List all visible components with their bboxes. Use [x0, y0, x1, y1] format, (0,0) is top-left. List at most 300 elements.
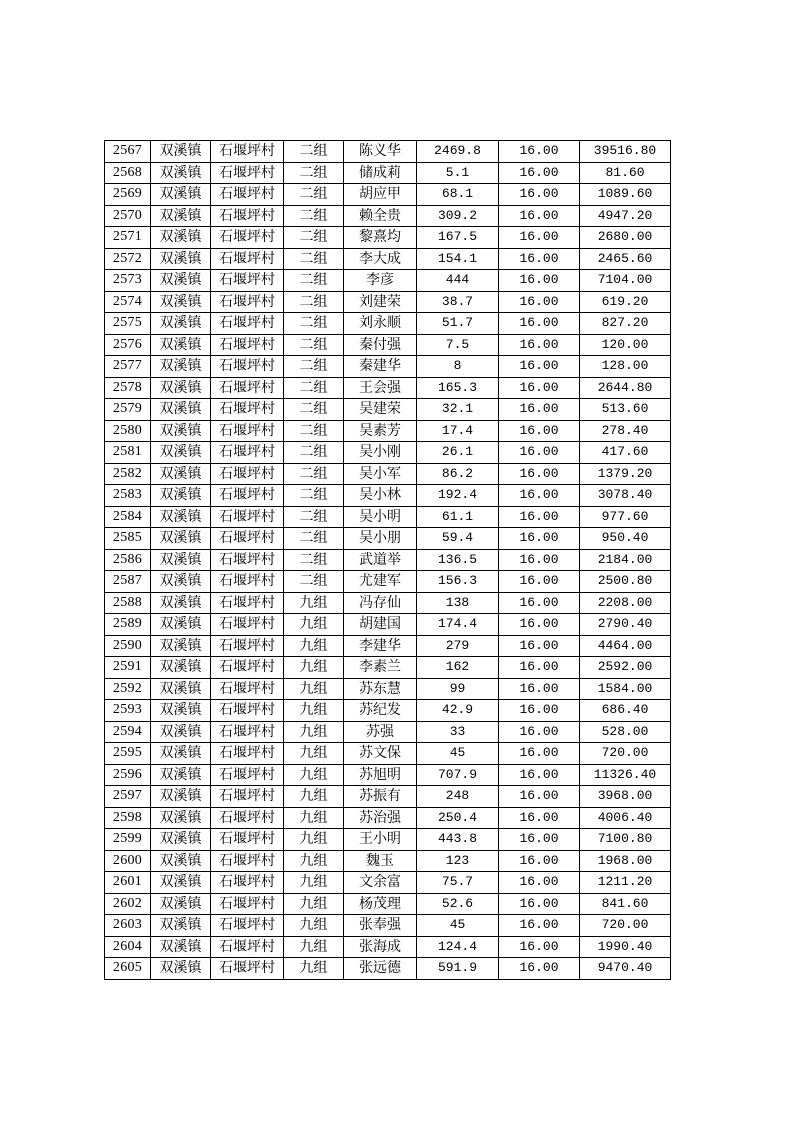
- table-row: [105, 850, 671, 872]
- quantity-cell: 309.2: [417, 205, 499, 227]
- row-number-cell: 2603: [105, 915, 151, 937]
- quantity-cell: 707.9: [417, 764, 499, 786]
- village-name-cell: 石堰坪村: [211, 936, 284, 958]
- person-name-cell: 秦建华: [344, 356, 417, 378]
- table-row: [105, 700, 671, 722]
- table-row: [105, 377, 671, 399]
- group-name-cell: 二组: [284, 334, 344, 356]
- quantity-cell: 279: [417, 635, 499, 657]
- town-name-cell: 双溪镇: [151, 227, 211, 249]
- group-name-cell: 二组: [284, 528, 344, 550]
- village-name-cell: 石堰坪村: [211, 291, 284, 313]
- unit-price-cell: 16.00: [499, 700, 580, 722]
- quantity-cell: 444: [417, 270, 499, 292]
- quantity-cell: 51.7: [417, 313, 499, 335]
- unit-price-cell: 16.00: [499, 893, 580, 915]
- town-name-cell: 双溪镇: [151, 485, 211, 507]
- unit-price-cell: 16.00: [499, 807, 580, 829]
- table-row: [105, 592, 671, 614]
- unit-price-cell: 16.00: [499, 829, 580, 851]
- town-name-cell: 双溪镇: [151, 442, 211, 464]
- amount-cell: 720.00: [580, 915, 671, 937]
- village-name-cell: 石堰坪村: [211, 829, 284, 851]
- quantity-cell: 443.8: [417, 829, 499, 851]
- quantity-cell: 26.1: [417, 442, 499, 464]
- quantity-cell: 174.4: [417, 614, 499, 636]
- group-name-cell: 二组: [284, 485, 344, 507]
- town-name-cell: 双溪镇: [151, 807, 211, 829]
- village-name-cell: 石堰坪村: [211, 184, 284, 206]
- village-name-cell: 石堰坪村: [211, 162, 284, 184]
- group-name-cell: 二组: [284, 205, 344, 227]
- person-name-cell: 储成莉: [344, 162, 417, 184]
- amount-cell: 827.20: [580, 313, 671, 335]
- person-name-cell: 苏文保: [344, 743, 417, 765]
- village-name-cell: 石堰坪村: [211, 528, 284, 550]
- amount-cell: 513.60: [580, 399, 671, 421]
- unit-price-cell: 16.00: [499, 635, 580, 657]
- quantity-cell: 86.2: [417, 463, 499, 485]
- town-name-cell: 双溪镇: [151, 334, 211, 356]
- village-name-cell: 石堰坪村: [211, 485, 284, 507]
- quantity-cell: 192.4: [417, 485, 499, 507]
- amount-cell: 1089.60: [580, 184, 671, 206]
- table-row: [105, 248, 671, 270]
- amount-cell: 1584.00: [580, 678, 671, 700]
- unit-price-cell: 16.00: [499, 571, 580, 593]
- town-name-cell: 双溪镇: [151, 700, 211, 722]
- unit-price-cell: 16.00: [499, 657, 580, 679]
- group-name-cell: 二组: [284, 270, 344, 292]
- group-name-cell: 九组: [284, 829, 344, 851]
- unit-price-cell: 16.00: [499, 420, 580, 442]
- quantity-cell: 250.4: [417, 807, 499, 829]
- unit-price-cell: 16.00: [499, 915, 580, 937]
- quantity-cell: 156.3: [417, 571, 499, 593]
- person-name-cell: 苏纪发: [344, 700, 417, 722]
- amount-cell: 2465.60: [580, 248, 671, 270]
- person-name-cell: 苏治强: [344, 807, 417, 829]
- amount-cell: 1379.20: [580, 463, 671, 485]
- person-name-cell: 李素兰: [344, 657, 417, 679]
- quantity-cell: 75.7: [417, 872, 499, 894]
- town-name-cell: 双溪镇: [151, 721, 211, 743]
- village-name-cell: 石堰坪村: [211, 549, 284, 571]
- table-row: [105, 313, 671, 335]
- row-number-cell: 2575: [105, 313, 151, 335]
- village-name-cell: 石堰坪村: [211, 377, 284, 399]
- quantity-cell: 68.1: [417, 184, 499, 206]
- town-name-cell: 双溪镇: [151, 893, 211, 915]
- row-number-cell: 2596: [105, 764, 151, 786]
- village-name-cell: 石堰坪村: [211, 420, 284, 442]
- quantity-cell: 32.1: [417, 399, 499, 421]
- quantity-cell: 248: [417, 786, 499, 808]
- group-name-cell: 九组: [284, 635, 344, 657]
- quantity-cell: 99: [417, 678, 499, 700]
- amount-cell: 686.40: [580, 700, 671, 722]
- row-number-cell: 2601: [105, 872, 151, 894]
- table-row: [105, 678, 671, 700]
- row-number-cell: 2588: [105, 592, 151, 614]
- town-name-cell: 双溪镇: [151, 463, 211, 485]
- quantity-cell: 162: [417, 657, 499, 679]
- quantity-cell: 2469.8: [417, 141, 499, 163]
- table-row: [105, 786, 671, 808]
- town-name-cell: 双溪镇: [151, 399, 211, 421]
- amount-cell: 7100.80: [580, 829, 671, 851]
- person-name-cell: 王小明: [344, 829, 417, 851]
- row-number-cell: 2569: [105, 184, 151, 206]
- amount-cell: 417.60: [580, 442, 671, 464]
- village-name-cell: 石堰坪村: [211, 678, 284, 700]
- village-name-cell: 石堰坪村: [211, 872, 284, 894]
- quantity-cell: 8: [417, 356, 499, 378]
- row-number-cell: 2574: [105, 291, 151, 313]
- amount-cell: 9470.40: [580, 958, 671, 980]
- person-name-cell: 陈义华: [344, 141, 417, 163]
- town-name-cell: 双溪镇: [151, 549, 211, 571]
- unit-price-cell: 16.00: [499, 786, 580, 808]
- village-name-cell: 石堰坪村: [211, 442, 284, 464]
- town-name-cell: 双溪镇: [151, 829, 211, 851]
- town-name-cell: 双溪镇: [151, 764, 211, 786]
- amount-cell: 950.40: [580, 528, 671, 550]
- row-number-cell: 2576: [105, 334, 151, 356]
- village-name-cell: 石堰坪村: [211, 721, 284, 743]
- quantity-cell: 59.4: [417, 528, 499, 550]
- quantity-cell: 42.9: [417, 700, 499, 722]
- person-name-cell: 冯存仙: [344, 592, 417, 614]
- person-name-cell: 刘永顺: [344, 313, 417, 335]
- row-number-cell: 2583: [105, 485, 151, 507]
- unit-price-cell: 16.00: [499, 850, 580, 872]
- unit-price-cell: 16.00: [499, 291, 580, 313]
- unit-price-cell: 16.00: [499, 485, 580, 507]
- person-name-cell: 李大成: [344, 248, 417, 270]
- village-name-cell: 石堰坪村: [211, 958, 284, 980]
- town-name-cell: 双溪镇: [151, 506, 211, 528]
- table-row: [105, 184, 671, 206]
- amount-cell: 2592.00: [580, 657, 671, 679]
- group-name-cell: 二组: [284, 442, 344, 464]
- person-name-cell: 秦付强: [344, 334, 417, 356]
- unit-price-cell: 16.00: [499, 356, 580, 378]
- village-name-cell: 石堰坪村: [211, 313, 284, 335]
- table-row: [105, 205, 671, 227]
- table-row: [105, 356, 671, 378]
- row-number-cell: 2595: [105, 743, 151, 765]
- amount-cell: 1968.00: [580, 850, 671, 872]
- village-name-cell: 石堰坪村: [211, 571, 284, 593]
- row-number-cell: 2591: [105, 657, 151, 679]
- unit-price-cell: 16.00: [499, 764, 580, 786]
- unit-price-cell: 16.00: [499, 528, 580, 550]
- town-name-cell: 双溪镇: [151, 743, 211, 765]
- data-table: [104, 140, 671, 980]
- amount-cell: 3078.40: [580, 485, 671, 507]
- amount-cell: 720.00: [580, 743, 671, 765]
- quantity-cell: 45: [417, 915, 499, 937]
- person-name-cell: 杨茂理: [344, 893, 417, 915]
- amount-cell: 39516.80: [580, 141, 671, 163]
- table-row: [105, 807, 671, 829]
- table-row: [105, 614, 671, 636]
- village-name-cell: 石堰坪村: [211, 635, 284, 657]
- amount-cell: 2790.40: [580, 614, 671, 636]
- row-number-cell: 2589: [105, 614, 151, 636]
- town-name-cell: 双溪镇: [151, 184, 211, 206]
- village-name-cell: 石堰坪村: [211, 915, 284, 937]
- quantity-cell: 17.4: [417, 420, 499, 442]
- group-name-cell: 二组: [284, 184, 344, 206]
- town-name-cell: 双溪镇: [151, 420, 211, 442]
- amount-cell: 3968.00: [580, 786, 671, 808]
- quantity-cell: 45: [417, 743, 499, 765]
- town-name-cell: 双溪镇: [151, 936, 211, 958]
- row-number-cell: 2580: [105, 420, 151, 442]
- table-row: [105, 549, 671, 571]
- person-name-cell: 张远德: [344, 958, 417, 980]
- group-name-cell: 九组: [284, 936, 344, 958]
- unit-price-cell: 16.00: [499, 334, 580, 356]
- unit-price-cell: 16.00: [499, 592, 580, 614]
- group-name-cell: 九组: [284, 721, 344, 743]
- table-row: [105, 141, 671, 163]
- town-name-cell: 双溪镇: [151, 291, 211, 313]
- town-name-cell: 双溪镇: [151, 592, 211, 614]
- quantity-cell: 136.5: [417, 549, 499, 571]
- group-name-cell: 二组: [284, 506, 344, 528]
- village-name-cell: 石堰坪村: [211, 614, 284, 636]
- row-number-cell: 2579: [105, 399, 151, 421]
- village-name-cell: 石堰坪村: [211, 227, 284, 249]
- person-name-cell: 苏振有: [344, 786, 417, 808]
- amount-cell: 619.20: [580, 291, 671, 313]
- quantity-cell: 52.6: [417, 893, 499, 915]
- row-number-cell: 2600: [105, 850, 151, 872]
- person-name-cell: 苏东慧: [344, 678, 417, 700]
- table-row: [105, 291, 671, 313]
- row-number-cell: 2581: [105, 442, 151, 464]
- town-name-cell: 双溪镇: [151, 356, 211, 378]
- person-name-cell: 黎熹均: [344, 227, 417, 249]
- town-name-cell: 双溪镇: [151, 571, 211, 593]
- quantity-cell: 38.7: [417, 291, 499, 313]
- town-name-cell: 双溪镇: [151, 635, 211, 657]
- quantity-cell: 591.9: [417, 958, 499, 980]
- row-number-cell: 2578: [105, 377, 151, 399]
- town-name-cell: 双溪镇: [151, 313, 211, 335]
- unit-price-cell: 16.00: [499, 248, 580, 270]
- town-name-cell: 双溪镇: [151, 162, 211, 184]
- unit-price-cell: 16.00: [499, 227, 580, 249]
- person-name-cell: 李建华: [344, 635, 417, 657]
- group-name-cell: 二组: [284, 227, 344, 249]
- town-name-cell: 双溪镇: [151, 614, 211, 636]
- row-number-cell: 2590: [105, 635, 151, 657]
- row-number-cell: 2587: [105, 571, 151, 593]
- group-name-cell: 二组: [284, 356, 344, 378]
- table-row: [105, 463, 671, 485]
- row-number-cell: 2586: [105, 549, 151, 571]
- unit-price-cell: 16.00: [499, 614, 580, 636]
- row-number-cell: 2605: [105, 958, 151, 980]
- town-name-cell: 双溪镇: [151, 786, 211, 808]
- person-name-cell: 张奉强: [344, 915, 417, 937]
- table-row: [105, 635, 671, 657]
- row-number-cell: 2582: [105, 463, 151, 485]
- table-row: [105, 528, 671, 550]
- group-name-cell: 九组: [284, 915, 344, 937]
- group-name-cell: 二组: [284, 291, 344, 313]
- row-number-cell: 2592: [105, 678, 151, 700]
- table-row: [105, 936, 671, 958]
- person-name-cell: 苏旭明: [344, 764, 417, 786]
- quantity-cell: 61.1: [417, 506, 499, 528]
- quantity-cell: 33: [417, 721, 499, 743]
- town-name-cell: 双溪镇: [151, 141, 211, 163]
- village-name-cell: 石堰坪村: [211, 141, 284, 163]
- row-number-cell: 2594: [105, 721, 151, 743]
- unit-price-cell: 16.00: [499, 463, 580, 485]
- unit-price-cell: 16.00: [499, 162, 580, 184]
- town-name-cell: 双溪镇: [151, 678, 211, 700]
- unit-price-cell: 16.00: [499, 549, 580, 571]
- person-name-cell: 赖全贵: [344, 205, 417, 227]
- row-number-cell: 2585: [105, 528, 151, 550]
- village-name-cell: 石堰坪村: [211, 700, 284, 722]
- person-name-cell: 胡应甲: [344, 184, 417, 206]
- person-name-cell: 吴小明: [344, 506, 417, 528]
- village-name-cell: 石堰坪村: [211, 506, 284, 528]
- table-row: [105, 958, 671, 980]
- row-number-cell: 2598: [105, 807, 151, 829]
- amount-cell: 841.60: [580, 893, 671, 915]
- village-name-cell: 石堰坪村: [211, 893, 284, 915]
- group-name-cell: 九组: [284, 807, 344, 829]
- table-row: [105, 485, 671, 507]
- town-name-cell: 双溪镇: [151, 248, 211, 270]
- amount-cell: 1211.20: [580, 872, 671, 894]
- row-number-cell: 2599: [105, 829, 151, 851]
- group-name-cell: 九组: [284, 700, 344, 722]
- amount-cell: 2680.00: [580, 227, 671, 249]
- group-name-cell: 九组: [284, 614, 344, 636]
- village-name-cell: 石堰坪村: [211, 743, 284, 765]
- person-name-cell: 胡建国: [344, 614, 417, 636]
- amount-cell: 2184.00: [580, 549, 671, 571]
- table-row: [105, 334, 671, 356]
- table-row: [105, 270, 671, 292]
- town-name-cell: 双溪镇: [151, 528, 211, 550]
- person-name-cell: 尤建军: [344, 571, 417, 593]
- row-number-cell: 2570: [105, 205, 151, 227]
- village-name-cell: 石堰坪村: [211, 786, 284, 808]
- village-name-cell: 石堰坪村: [211, 850, 284, 872]
- quantity-cell: 124.4: [417, 936, 499, 958]
- row-number-cell: 2577: [105, 356, 151, 378]
- table-row: [105, 872, 671, 894]
- quantity-cell: 167.5: [417, 227, 499, 249]
- unit-price-cell: 16.00: [499, 313, 580, 335]
- town-name-cell: 双溪镇: [151, 915, 211, 937]
- village-name-cell: 石堰坪村: [211, 657, 284, 679]
- village-name-cell: 石堰坪村: [211, 399, 284, 421]
- unit-price-cell: 16.00: [499, 743, 580, 765]
- table-row: [105, 227, 671, 249]
- group-name-cell: 二组: [284, 377, 344, 399]
- unit-price-cell: 16.00: [499, 270, 580, 292]
- amount-cell: 2500.80: [580, 571, 671, 593]
- village-name-cell: 石堰坪村: [211, 807, 284, 829]
- unit-price-cell: 16.00: [499, 399, 580, 421]
- row-number-cell: 2604: [105, 936, 151, 958]
- town-name-cell: 双溪镇: [151, 270, 211, 292]
- table-body: [105, 141, 671, 980]
- village-name-cell: 石堰坪村: [211, 205, 284, 227]
- amount-cell: 7104.00: [580, 270, 671, 292]
- village-name-cell: 石堰坪村: [211, 248, 284, 270]
- amount-cell: 528.00: [580, 721, 671, 743]
- person-name-cell: 张海成: [344, 936, 417, 958]
- amount-cell: 2644.80: [580, 377, 671, 399]
- group-name-cell: 二组: [284, 463, 344, 485]
- amount-cell: 2208.00: [580, 592, 671, 614]
- person-name-cell: 苏强: [344, 721, 417, 743]
- village-name-cell: 石堰坪村: [211, 356, 284, 378]
- amount-cell: 278.40: [580, 420, 671, 442]
- amount-cell: 4947.20: [580, 205, 671, 227]
- unit-price-cell: 16.00: [499, 958, 580, 980]
- group-name-cell: 二组: [284, 248, 344, 270]
- group-name-cell: 二组: [284, 162, 344, 184]
- amount-cell: 11326.40: [580, 764, 671, 786]
- person-name-cell: 吴建荣: [344, 399, 417, 421]
- person-name-cell: 魏玉: [344, 850, 417, 872]
- unit-price-cell: 16.00: [499, 377, 580, 399]
- row-number-cell: 2573: [105, 270, 151, 292]
- group-name-cell: 二组: [284, 399, 344, 421]
- quantity-cell: 123: [417, 850, 499, 872]
- table-row: [105, 506, 671, 528]
- table-row: [105, 764, 671, 786]
- group-name-cell: 二组: [284, 141, 344, 163]
- village-name-cell: 石堰坪村: [211, 334, 284, 356]
- amount-cell: 128.00: [580, 356, 671, 378]
- group-name-cell: 二组: [284, 571, 344, 593]
- town-name-cell: 双溪镇: [151, 958, 211, 980]
- amount-cell: 120.00: [580, 334, 671, 356]
- town-name-cell: 双溪镇: [151, 872, 211, 894]
- person-name-cell: 文余富: [344, 872, 417, 894]
- row-number-cell: 2602: [105, 893, 151, 915]
- village-name-cell: 石堰坪村: [211, 592, 284, 614]
- row-number-cell: 2568: [105, 162, 151, 184]
- table-row: [105, 571, 671, 593]
- unit-price-cell: 16.00: [499, 184, 580, 206]
- table-row: [105, 420, 671, 442]
- group-name-cell: 九组: [284, 592, 344, 614]
- unit-price-cell: 16.00: [499, 678, 580, 700]
- quantity-cell: 7.5: [417, 334, 499, 356]
- amount-cell: 81.60: [580, 162, 671, 184]
- group-name-cell: 二组: [284, 313, 344, 335]
- town-name-cell: 双溪镇: [151, 850, 211, 872]
- table-row: [105, 657, 671, 679]
- unit-price-cell: 16.00: [499, 506, 580, 528]
- unit-price-cell: 16.00: [499, 721, 580, 743]
